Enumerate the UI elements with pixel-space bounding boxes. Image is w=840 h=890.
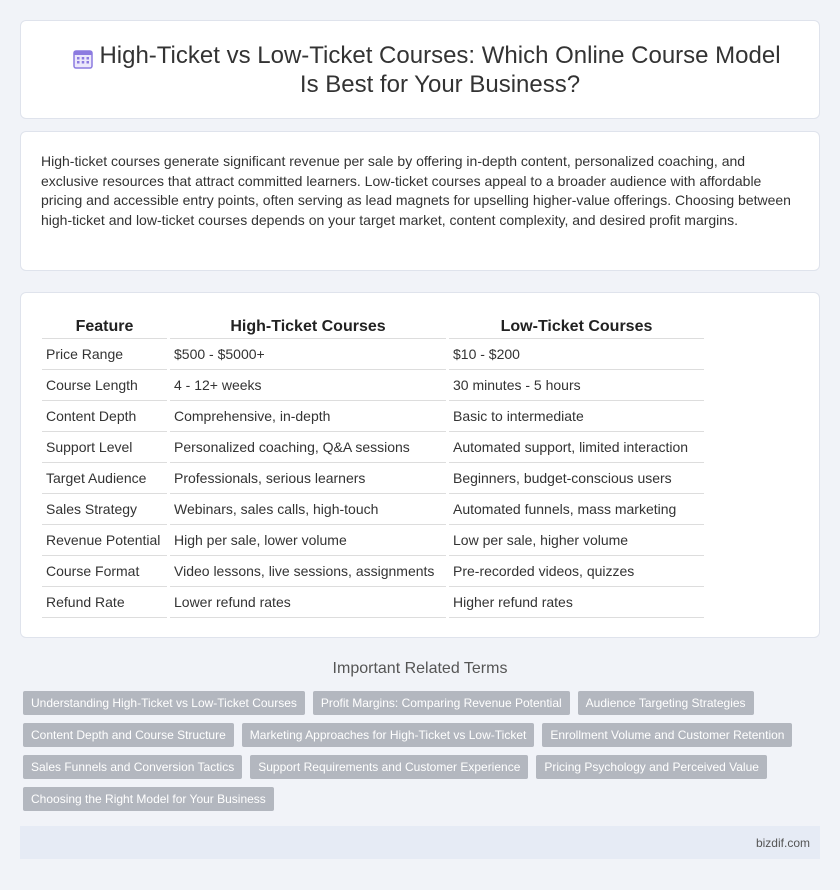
table-row <box>42 401 704 432</box>
cell-high-ticket: Professionals, serious learners <box>170 463 446 494</box>
cell-feature: Support Level <box>42 432 167 463</box>
cell-high-ticket: $500 - $5000+ <box>170 339 446 370</box>
cell-high-ticket: High per sale, lower volume <box>170 525 446 556</box>
related-term-tag[interactable]: Content Depth and Course Structure <box>23 723 234 747</box>
related-terms-title: Important Related Terms <box>332 660 508 677</box>
column-header-feature: Feature <box>42 315 167 339</box>
table-row <box>42 432 704 463</box>
cell-low-ticket: Automated funnels, mass marketing <box>449 494 704 525</box>
cell-feature: Refund Rate <box>42 587 167 618</box>
cell-high-ticket: Comprehensive, in-depth <box>170 401 446 432</box>
footer-site[interactable]: bizdif.com <box>755 836 810 850</box>
cell-low-ticket: Low per sale, higher volume <box>449 525 704 556</box>
cell-feature: Course Format <box>42 556 167 587</box>
related-terms-list <box>23 691 823 819</box>
cell-high-ticket: Video lessons, live sessions, assignments <box>170 556 446 587</box>
cell-high-ticket: Lower refund rates <box>170 587 446 618</box>
comparison-card <box>20 292 820 638</box>
related-term-tag[interactable]: Profit Margins: Comparing Revenue Potential <box>313 691 570 715</box>
cell-feature: Sales Strategy <box>42 494 167 525</box>
summary-card <box>20 131 820 271</box>
cell-feature: Content Depth <box>42 401 167 432</box>
table-row <box>42 587 704 618</box>
cell-low-ticket: Basic to intermediate <box>449 401 704 432</box>
related-term-tag[interactable]: Support Requirements and Customer Experience <box>250 755 528 779</box>
page-title: High-Ticket vs Low-Ticket Courses: Which Online Course Model Is Best for Your Business? <box>99 41 781 98</box>
cell-low-ticket: 30 minutes - 5 hours <box>449 370 704 401</box>
table-row <box>42 525 704 556</box>
cell-feature: Revenue Potential <box>42 525 167 556</box>
cell-high-ticket: Personalized coaching, Q&A sessions <box>170 432 446 463</box>
cell-low-ticket: Beginners, budget-conscious users <box>449 463 704 494</box>
table-row <box>42 370 704 401</box>
title-card <box>20 20 820 119</box>
cell-low-ticket: Higher refund rates <box>449 587 704 618</box>
summary-text: High-ticket courses generate significant revenue per sale by offering in-depth content, personalized coaching, and exclusive resources that attract committed learners. Low-ticket courses appeal to a broader audience with affordable pricing and accessible entry points, often serving as lead magnets for upselling higher-value offerings. Choosing between high-ticket and low-ticket courses depends on your target market, content complexity, and desired profit margins. <box>41 153 791 228</box>
table-row <box>42 556 704 587</box>
related-term-tag[interactable]: Marketing Approaches for High-Ticket vs Low-Ticket <box>242 723 535 747</box>
cell-feature: Course Length <box>42 370 167 401</box>
cell-low-ticket: $10 - $200 <box>449 339 704 370</box>
column-header-low-ticket: Low-Ticket Courses <box>449 315 704 339</box>
table-row <box>42 339 704 370</box>
related-term-tag[interactable]: Choosing the Right Model for Your Business <box>23 787 274 811</box>
related-term-tag[interactable]: Enrollment Volume and Customer Retention <box>542 723 792 747</box>
calendar-icon <box>71 47 95 71</box>
footer <box>20 826 820 859</box>
cell-low-ticket: Automated support, limited interaction <box>449 432 704 463</box>
related-term-tag[interactable]: Pricing Psychology and Perceived Value <box>536 755 767 779</box>
related-term-tag[interactable]: Understanding High-Ticket vs Low-Ticket Courses <box>23 691 305 715</box>
related-term-tag[interactable]: Audience Targeting Strategies <box>578 691 754 715</box>
cell-feature: Target Audience <box>42 463 167 494</box>
related-term-tag[interactable]: Sales Funnels and Conversion Tactics <box>23 755 242 779</box>
cell-high-ticket: 4 - 12+ weeks <box>170 370 446 401</box>
cell-high-ticket: Webinars, sales calls, high-touch <box>170 494 446 525</box>
table-row <box>42 494 704 525</box>
table-header-row <box>42 315 704 339</box>
cell-low-ticket: Pre-recorded videos, quizzes <box>449 556 704 587</box>
column-header-high-ticket: High-Ticket Courses <box>170 315 446 339</box>
cell-feature: Price Range <box>42 339 167 370</box>
comparison-table <box>39 315 707 618</box>
table-row <box>42 463 704 494</box>
